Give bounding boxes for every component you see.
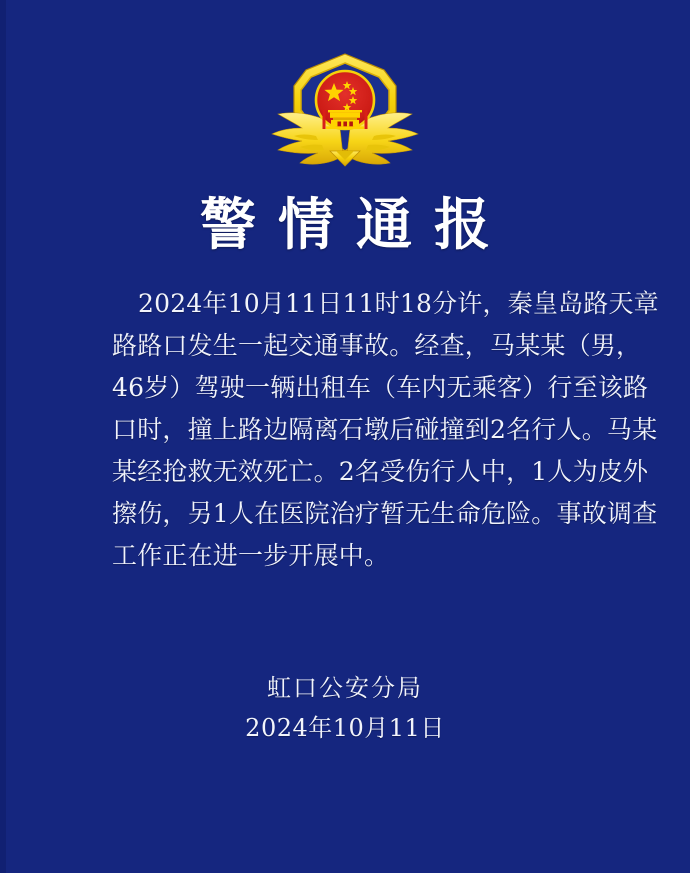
police-badge-emblem [0,50,690,172]
issuing-authority: 虹口公安分局 [267,674,423,702]
issue-date: 2024年10月11日 [245,714,445,742]
body-line: 擦伤，另1人在医院治疗暂无生命危险。事故调查 [112,499,658,528]
announcement-body [112,283,659,577]
body-line: 2024年10月11日11时18分许，秦皇岛路天章 [138,289,659,318]
body-line: 工作正在进一步开展中。 [112,541,390,570]
body-line: 口时，撞上路边隔离石墩后碰撞到2名行人。马某 [112,415,658,444]
page-title: 警情通报 [200,192,512,258]
signature-block [0,668,690,748]
police-badge-icon [260,50,430,172]
body-line: 某经抢救无效死亡。2名受伤行人中，1人为皮外 [112,457,649,486]
body-line: 46岁）驾驶一辆出租车（车内无乘客）行至该路 [112,373,649,402]
body-line: 路路口发生一起交通事故。经查，马某某（男， [112,331,642,360]
